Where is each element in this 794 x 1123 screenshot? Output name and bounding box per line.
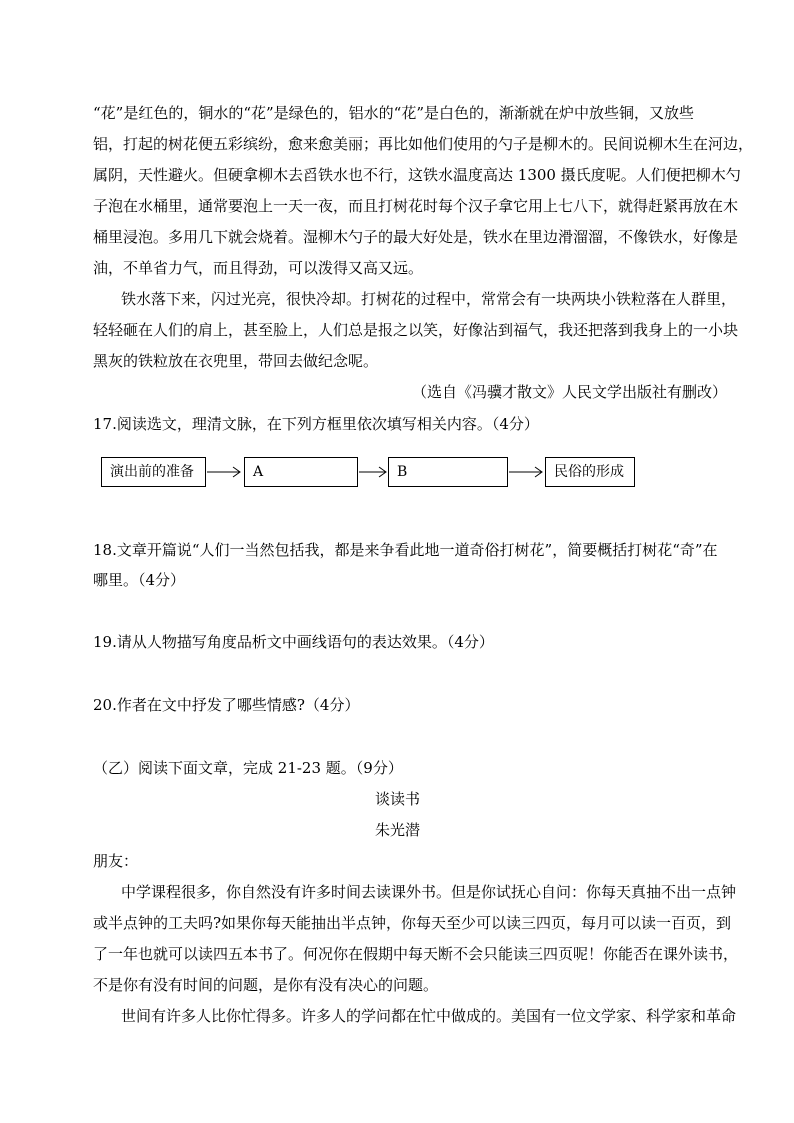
passage2-intro: （乙）阅读下面文章，完成 21-23 题。（9分） bbox=[93, 759, 403, 777]
passage1-line-3: 属阴，天性避火。但硬拿柳木去舀铁水也不行，这铁水温度高达 1300 摄氏度呢。人们便把柳木勺 bbox=[93, 166, 741, 184]
passage2-author: 朱光潜 bbox=[375, 821, 421, 839]
question-20: 20.作者在文中抒发了哪些情感?（4分） bbox=[93, 696, 360, 714]
passage1-line-1: “花”是红色的，铜水的“花”是绿色的，铝水的“花”是白色的，渐渐就在炉中放些铜，又放些 bbox=[93, 104, 695, 122]
passage1-para2-line-1: 铁水落下来，闪过光亮，很快冷却。打树花的过程中，常常会有一块两块小铁粒落在人群里， bbox=[121, 290, 737, 308]
passage1-line-4: 子泡在水桶里，通常要泡上一天一夜，而且打树花时每个汉子拿它用上七八下，就得赶紧再放在木 bbox=[93, 197, 739, 215]
passage2-title: 谈读书 bbox=[375, 790, 421, 808]
flow-step-b-box[interactable]: B bbox=[388, 457, 508, 487]
passage1-source: （选自《冯骥才散文》人民文学出版社有删改） bbox=[412, 383, 728, 401]
arrow-right-icon bbox=[359, 465, 389, 479]
passage2-para1-line-1: 中学课程很多，你自然没有许多时间去读课外书。但是你试抚心自问：你每天真抽不出一点钟 bbox=[121, 883, 737, 901]
question-18-line-1: 18.文章开篇说“人们一当然包括我，都是来争看此地一道奇俗打树花”，简要概括打树花“奇”在 bbox=[93, 541, 718, 559]
passage1-line-6: 油，不单省力气，而且得劲，可以泼得又高又远。 bbox=[93, 259, 424, 277]
passage2-para1-line-2: 或半点钟的工夫吗?如果你每天能抽出半点钟，你每天至少可以读三四页，每月可以读一百页，到 bbox=[93, 914, 732, 932]
passage2-para1-line-3: 了一年也就可以读四五本书了。何况你在假期中每天断不会只能读三四页呢！你能否在课外读书， bbox=[93, 945, 739, 963]
passage1-line-2: 铝，打起的树花便五彩缤纷，愈来愈美丽；再比如他们使用的勺子是柳木的。民间说柳木生在河边， bbox=[93, 135, 754, 153]
passage2-para2-line-1: 世间有许多人比你忙得多。许多人的学问都在忙中做成的。美国有一位文学家、科学家和革命 bbox=[121, 1007, 737, 1025]
question-19: 19.请从人物描写角度品析文中画线语句的表达效果。（4分） bbox=[93, 633, 494, 651]
arrow-right-icon bbox=[509, 465, 545, 479]
passage2-salutation: 朋友： bbox=[93, 852, 139, 870]
passage1-para2-line-2: 轻轻砸在人们的肩上，甚至脸上，人们总是报之以笑，好像沾到福气，我还把落到我身上的一小块 bbox=[93, 321, 739, 339]
passage2-para1-line-4: 不是你有没有时间的问题，是你有没有决心的问题。 bbox=[93, 976, 439, 994]
question-17: 17.阅读选文，理清文脉，在下列方框里依次填写相关内容。（4分） bbox=[93, 415, 539, 433]
question-18-line-2: 哪里。（4分） bbox=[93, 571, 186, 589]
passage1-para2-line-3: 黑灰的铁粒放在衣兜里，带回去做纪念呢。 bbox=[93, 352, 379, 370]
passage1-line-5: 桶里浸泡。多用几下就会烧着。湿柳木勺子的最大好处是，铁水在里边滑溜溜，不像铁水，好像是 bbox=[93, 228, 739, 246]
flow-step-preparation: 演出前的准备 bbox=[101, 457, 206, 487]
arrow-right-icon bbox=[207, 465, 243, 479]
flow-step-a-box[interactable]: A bbox=[244, 457, 358, 487]
flow-step-custom-formation: 民俗的形成 bbox=[545, 457, 635, 487]
